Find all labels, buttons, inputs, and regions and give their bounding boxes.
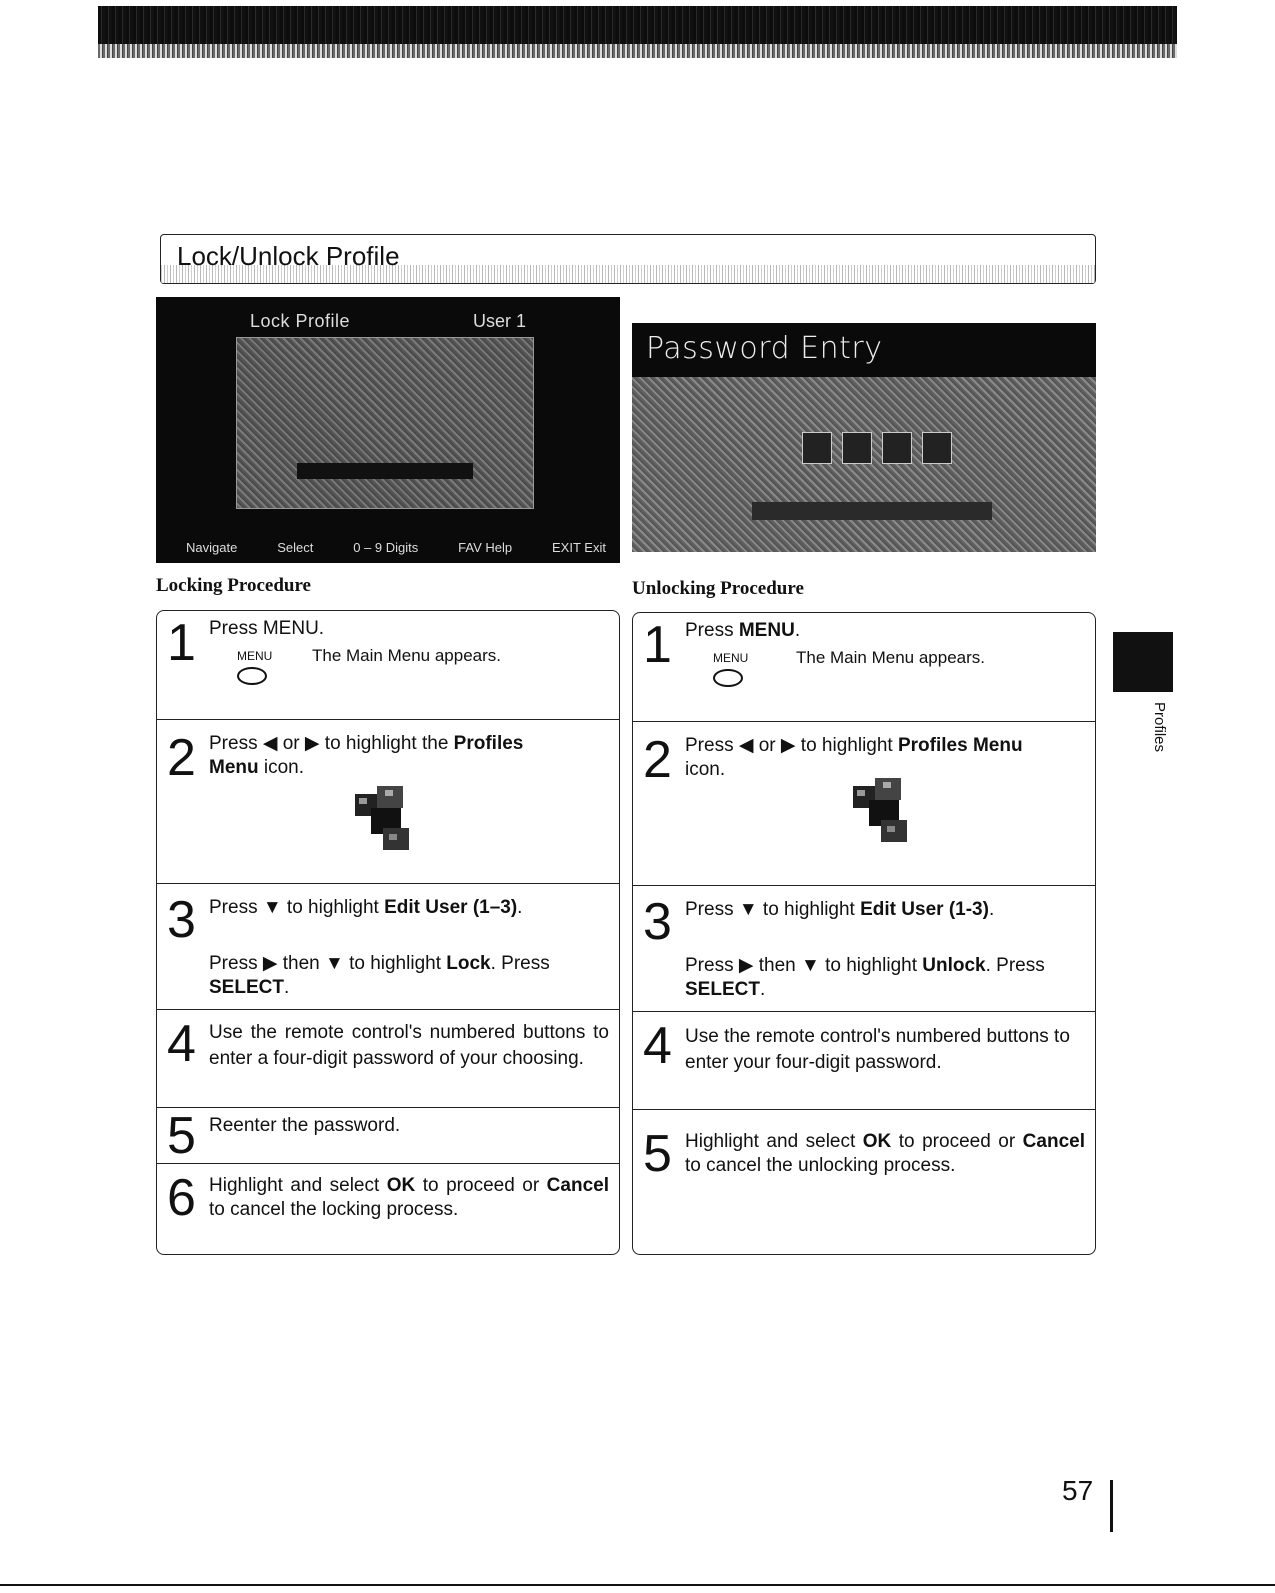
step-text-line2: Press ▶ then ▼ to highlight Unlock. Press SELECT.: [685, 955, 1045, 1000]
unlocking-step-2: [633, 721, 1095, 885]
footer-select: Select: [277, 540, 314, 555]
step-number: 3: [643, 893, 672, 951]
unlocking-step-3: [633, 885, 1095, 1011]
step-text: Press ▼ to highlight Edit User (1–3).: [209, 897, 523, 918]
locking-step-1: [157, 611, 619, 719]
step-number: 4: [167, 1015, 196, 1073]
section-header: [160, 234, 1096, 284]
page-number: 57: [1062, 1475, 1094, 1506]
menu-button-label: MENU: [237, 649, 273, 663]
footer-help: FAV Help: [458, 540, 513, 555]
step-text: Use the remote control's numbered buttons to enter your four-digit password.: [685, 1026, 1070, 1073]
step-number: 2: [643, 731, 672, 789]
step-number: 1: [167, 614, 196, 672]
side-tab-marker: [1113, 632, 1173, 692]
unlocking-heading: Unlocking Procedure: [632, 578, 804, 599]
menu-button-icon: [237, 667, 267, 685]
lock-screen-field: [297, 463, 473, 479]
section-title: Lock/Unlock Profile: [177, 241, 400, 271]
step-text: Press ▼ to highlight Edit User (1-3).: [685, 899, 995, 920]
locking-step-6: [157, 1163, 619, 1255]
password-entry-screenshot: [632, 323, 1096, 552]
side-tab-label: Profiles: [1151, 702, 1168, 753]
step-text: Press MENU.: [685, 620, 801, 641]
top-banner: [98, 6, 1177, 58]
step-number: 2: [167, 729, 196, 787]
unlocking-step-1: [633, 613, 1095, 721]
lock-screen-title: Lock Profile: [250, 311, 351, 331]
step-text: Press MENU.: [209, 618, 325, 639]
locking-panel: [156, 610, 620, 1255]
lock-screen-user: User 1: [472, 311, 526, 331]
step-text: Reenter the password.: [209, 1115, 401, 1136]
footer-digits: 0 – 9 Digits: [353, 540, 419, 555]
footer-exit: EXIT Exit: [552, 540, 606, 555]
profiles-menu-icon: [345, 780, 425, 860]
step-subtext: The Main Menu appears.: [796, 648, 985, 667]
step-number: 1: [643, 616, 672, 674]
step-number: 5: [167, 1107, 196, 1165]
locking-step-3: [157, 883, 619, 1009]
step-text: Use the remote control's numbered buttons to enter a four-digit password of your choosing.: [209, 1022, 609, 1069]
digit-box: [882, 432, 912, 464]
step-subtext: The Main Menu appears.: [312, 646, 501, 665]
password-screen-body: [632, 377, 1096, 552]
password-digit-boxes: [802, 432, 952, 464]
password-screen-title: Password Entry: [646, 331, 883, 366]
digit-box: [842, 432, 872, 464]
password-button-bar: [752, 502, 992, 520]
locking-step-4: [157, 1009, 619, 1107]
locking-step-5: [157, 1107, 619, 1163]
lock-screen-footer: [186, 540, 606, 555]
profiles-menu-icon: [843, 772, 923, 852]
unlocking-panel: [632, 612, 1096, 1255]
locking-heading: Locking Procedure: [156, 575, 311, 596]
step-number: 6: [167, 1169, 196, 1227]
unlocking-step-4: [633, 1011, 1095, 1109]
menu-button-icon: [713, 669, 743, 687]
step-number: 4: [643, 1017, 672, 1075]
page-number-rule: [1110, 1480, 1113, 1532]
lock-screen-dialog: [236, 337, 534, 509]
lock-profile-screenshot: [156, 297, 620, 563]
step-number: 3: [167, 891, 196, 949]
step-number: 5: [643, 1125, 672, 1183]
unlocking-step-5: [633, 1109, 1095, 1255]
digit-box: [922, 432, 952, 464]
menu-button-label: MENU: [713, 651, 749, 665]
digit-box: [802, 432, 832, 464]
footer-navigate: Navigate: [186, 540, 238, 555]
step-text: Press ◀ or ▶ to highlight the Profiles Menu icon.: [209, 733, 524, 778]
step-text: Highlight and select OK to proceed or Cancel to cancel the unlocking process.: [685, 1131, 1085, 1176]
step-text: Press ◀ or ▶ to highlight Profiles Menu icon.: [685, 735, 1023, 780]
step-text-line2: Press ▶ then ▼ to highlight Lock. Press SELECT.: [209, 953, 550, 998]
step-text: Highlight and select OK to proceed or Cancel to cancel the locking process.: [209, 1175, 609, 1220]
bottom-rule: [0, 1584, 1275, 1586]
locking-step-2: [157, 719, 619, 883]
